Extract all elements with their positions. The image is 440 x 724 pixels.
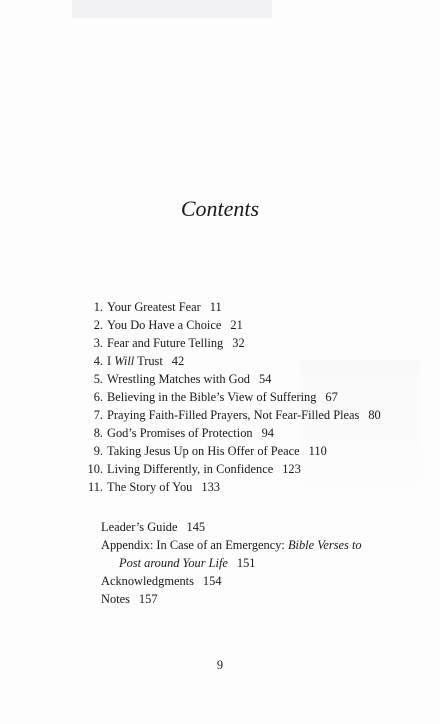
chapter-number: 6.	[93, 390, 103, 404]
entry-title: Leader’s Guide	[101, 520, 178, 534]
chapter-title: Living Differently, in Confidence	[107, 462, 274, 476]
chapter-list	[76, 298, 436, 496]
chapter-title: Your Greatest Fear	[107, 300, 201, 314]
chapter-title: Taking Jesus Up on His Offer of Peace	[107, 444, 300, 458]
chapter-title: Believing in the Bible’s View of Suffering	[107, 390, 317, 404]
entry-title-prefix: Appendix: In Case of an Emergency:	[101, 538, 288, 552]
entry-title: Notes	[101, 592, 130, 606]
chapter-title-italic: Will	[114, 354, 135, 368]
chapter-title-suffix: Trust	[134, 354, 163, 368]
page-number: 94	[261, 426, 274, 440]
chapter-number: 9.	[93, 444, 103, 458]
back-matter-list	[101, 518, 421, 608]
chapter-title: God’s Promises of Protection	[107, 426, 253, 440]
toc-entry	[76, 352, 436, 370]
toc-entry-appendix	[101, 536, 421, 554]
page-number: 54	[259, 372, 272, 386]
chapter-number: 5.	[93, 372, 103, 386]
toc-entry	[76, 388, 436, 406]
toc-entry	[76, 298, 436, 316]
page-number: 123	[282, 462, 301, 476]
page-number: 110	[308, 444, 327, 458]
page-title: Contents	[180, 196, 260, 221]
toc-entry-appendix-continued	[101, 554, 421, 572]
page-number: 21	[230, 318, 243, 332]
folio-page-number: 9	[216, 658, 224, 672]
chapter-number: 2.	[93, 318, 103, 332]
chapter-number: 8.	[93, 426, 103, 440]
toc-entry	[76, 406, 436, 424]
toc-entry	[76, 478, 436, 496]
page-number: 11	[209, 300, 222, 314]
page-number: 151	[236, 556, 256, 570]
entry-title-italic: Bible Verses to	[287, 538, 362, 552]
chapter-title: Wrestling Matches with God	[107, 372, 251, 386]
chapter-number: 3.	[93, 336, 103, 350]
toc-entry	[76, 334, 436, 352]
bleed-through-smudge	[72, 0, 272, 18]
toc-entry-acknowledgments	[101, 572, 421, 590]
chapter-number: 11.	[87, 480, 103, 494]
chapter-title: Fear and Future Telling	[107, 336, 224, 350]
page-number: 157	[138, 592, 158, 606]
entry-title-italic: Post around Your Life	[119, 556, 228, 570]
page-number: 154	[202, 574, 222, 588]
page-number: 67	[325, 390, 338, 404]
chapter-number: 1.	[93, 300, 103, 314]
chapter-title-prefix: I	[107, 354, 115, 368]
page-number: 42	[171, 354, 185, 368]
toc-entry	[76, 424, 436, 442]
page-number: 32	[232, 336, 245, 350]
chapter-title: Praying Faith-Filled Prayers, Not Fear-Filled Pleas	[107, 408, 360, 422]
toc-entry	[76, 442, 436, 460]
chapter-number: 7.	[93, 408, 103, 422]
page-number: 80	[368, 408, 381, 422]
chapter-title: You Do Have a Choice	[107, 318, 222, 332]
chapter-title: The Story of You	[107, 480, 193, 494]
chapter-number: 10.	[87, 462, 103, 476]
toc-entry-notes	[101, 590, 421, 608]
toc-entry	[76, 460, 436, 478]
page-number: 145	[186, 520, 206, 534]
entry-title: Acknowledgments	[101, 574, 194, 588]
page-number: 133	[201, 480, 220, 494]
toc-entry-leaders-guide	[101, 518, 421, 536]
toc-entry	[76, 370, 436, 388]
chapter-number: 4.	[93, 354, 103, 368]
toc-entry	[76, 316, 436, 334]
